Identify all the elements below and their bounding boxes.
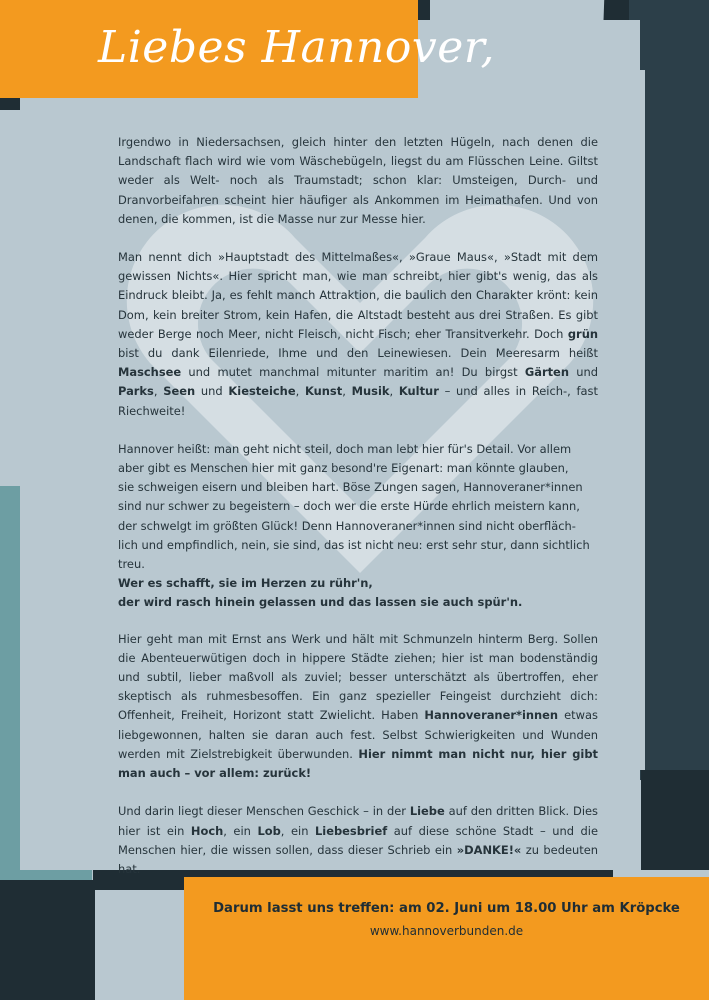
letter-body bbox=[118, 133, 598, 879]
dark-shape-right-bottom bbox=[641, 770, 709, 870]
event-announcement: Darum lasst uns treffen: am 02. Juni um 18.00 Uhr am Kröpcke bbox=[213, 901, 680, 916]
paragraph-4: Hier geht man mit Ernst ans Werk und hält mit Schmunzeln hinterm Berg. Sollen die Abenteuerwütigen doch in hippere Städte ziehen; hier ist man bodenständig und subtil, lieber maßvoll als zuviel; besser unterschätzt als übertroffen, eher skeptisch als ruhmesbesoffen. Ein ganz spezieller Feingeist durchzieht dich: Offenheit, Freiheit, Horizont statt Zwielicht. Haben Hannoveraner*innen etwas liebgewonnen, halten sie daran auch fest. Selbst Schwierigkeiten und Wunden werden mit Zielstrebigkeit überwunden. Hier nimmt man nicht nur, hier gibt man auch – vor allem: zurück! bbox=[118, 631, 598, 781]
header-box bbox=[0, 0, 495, 98]
page-title: Liebes Hannover, bbox=[98, 22, 495, 73]
paragraph-5: Und darin liegt dieser Menschen Geschick – in der Liebe auf den dritten Blick. Dies hier ist ein Hoch, ein Lob, ein Liebesbrief auf diese schöne Stadt – und die Menschen hier, die wissen sollen, dass dieser Schrieb ein »DANKE!« zu bedeuten hat. bbox=[118, 804, 599, 876]
paragraph-2: Man nennt dich »Hauptstadt des Mittelmaßes«, »Graue Maus«, »Stadt mit dem gewissen Nichts«. Hier spricht man, wie man schreibt, hier gibt's wenig, das als Eindruck bleibt. Ja, es fehlt manch Attraktion, die baulich den Charakter krönt: kein Dom, kein breiter Strom, kein Hafen, die Altstadt besteht aus drei Straßen. Es gibt weder Berge noch Meer, nicht Fleisch, nicht Fisch; eher Transitverkehr. Doch grün bist du dank Eilenriede, Ihme und den Leinewiesen. Dein Meeresarm heißt Maschsee und mutet manchmal mitunter maritim an! Du birgst Gärten und Parks, Seen und Kiesteiche, Kunst, Musik, Kultur – und alles in Reich-, fast Riechweite! bbox=[118, 250, 598, 418]
paragraph-1: Irgendwo in Niedersachsen, gleich hinter den letzten Hügeln, nach denen die Landschaft flach wird wie vom Wäschebügeln, liegst du am Flüsschen Leine. Giltst weder als Welt- noch als Traumstadt; schon klar: Umsteigen, Durch- und Dranvorbeifahren scheint hier häufiger als Ankommen im Heimathafen. Und von denen, die kommen, ist die Masse nur zur Messe hier. bbox=[118, 135, 598, 226]
website-link[interactable]: www.hannoverbunden.de bbox=[369, 924, 524, 938]
dark-shape-bottom-left bbox=[0, 880, 95, 1000]
paragraph-3: Hannover heißt: man geht nicht steil, doch man lebt hier für's Detail. Vor allem aber gibt es Menschen hier mit ganz besond're Eigenart: man könnte glauben, sie schweigen eisern und bleiben hart. Böse Zungen sagen, Hannoveraner*innen sind nur schwer zu begeistern – doch wer die erste Hürde ehrlich meistern kann, der schwelgt im größten Glück! Denn Hannoveraner*innen sind nicht oberfläch- lich und empfindlich, nein, sie sind, das ist nicht neu: erst sehr stur, dann sichtlich treu. bbox=[118, 441, 590, 572]
footer-box bbox=[184, 877, 709, 1000]
paragraph-3-emphasis: Wer es schafft, sie im Herzen zu rühr'n, der wird rasch hinein gelassen und das lassen sie auch spür'n. bbox=[118, 576, 523, 610]
